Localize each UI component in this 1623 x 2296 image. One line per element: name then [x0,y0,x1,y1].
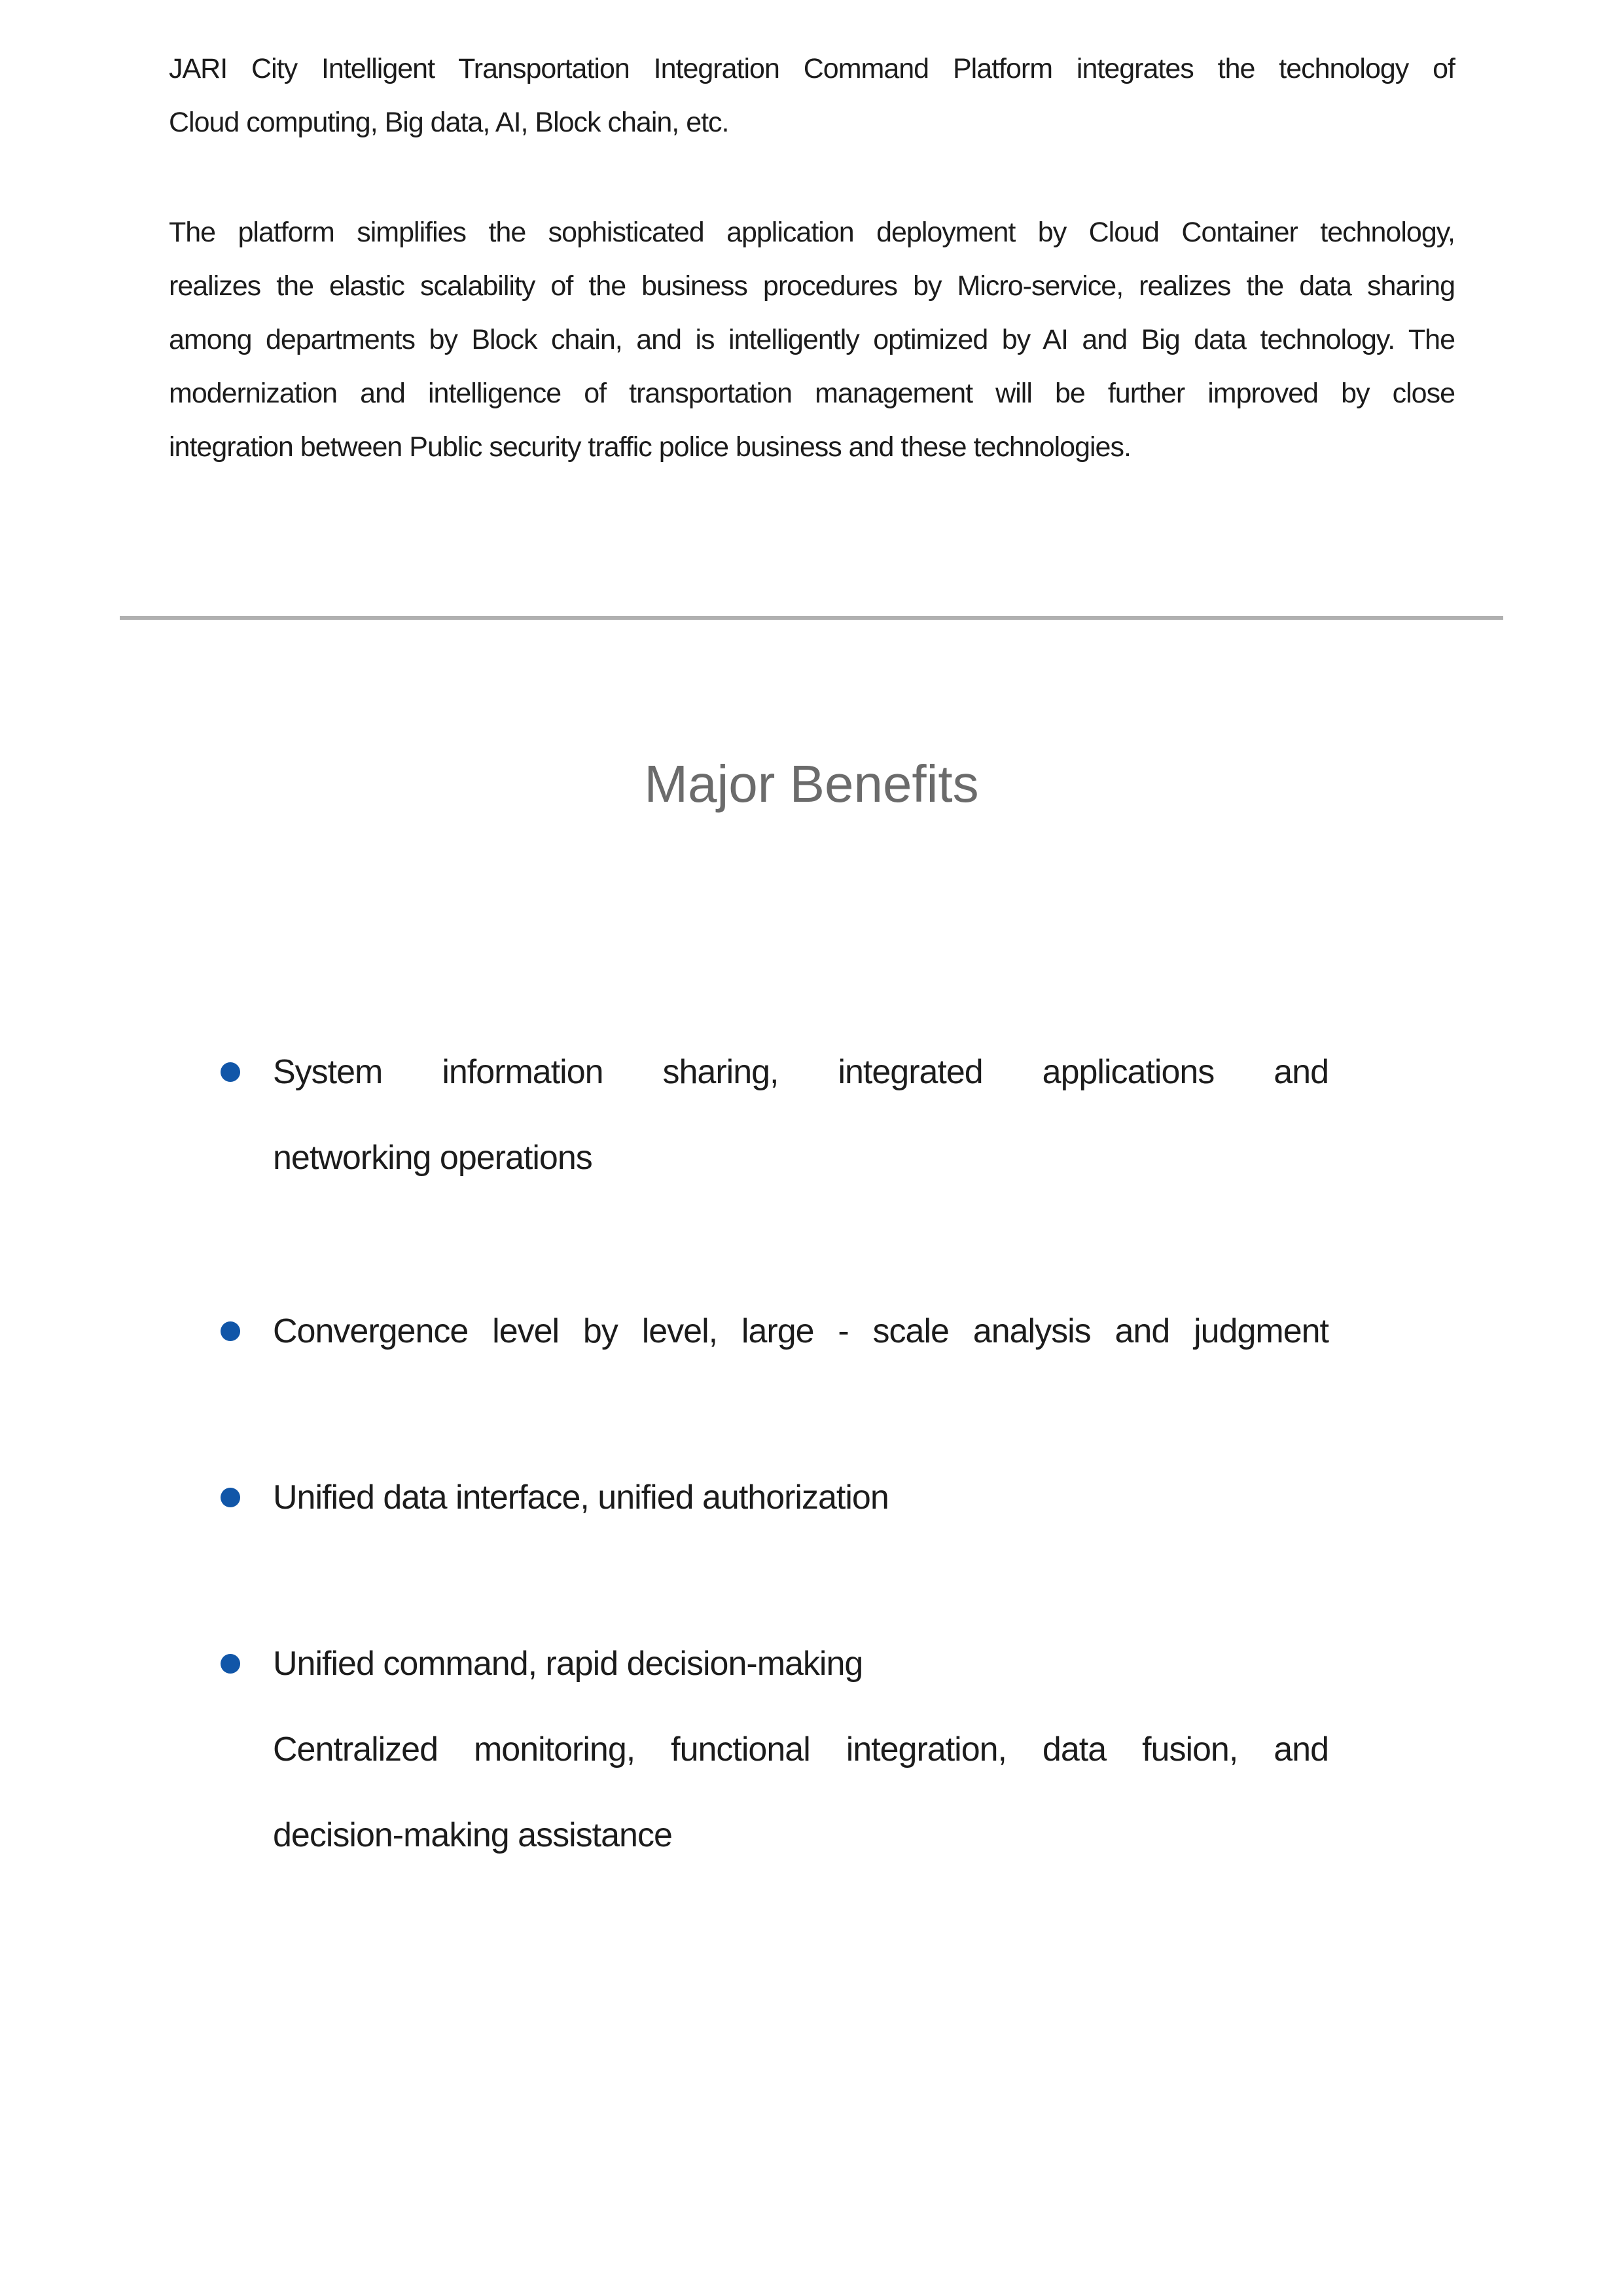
text-line: Unified data interface, unified authorization [273,1479,889,1516]
text-line: networking operations [273,1139,592,1177]
bullet-icon [221,1321,240,1341]
text-line: Unified command, rapid decision-making [273,1645,863,1683]
text-line: JARI City Intelligent Transportation Integration Command Platform integrates the technology of [169,53,1455,84]
bullet-icon [221,1062,240,1082]
bullet-icon [221,1488,240,1507]
benefit-item [273,1289,1329,1374]
text-line: The platform simplifies the sophisticated application deployment by Cloud Container technology, [169,217,1455,248]
text-line: Convergence level by level, large - scale analysis and judgment [273,1312,1329,1350]
text-line: Centralized monitoring, functional integration, data fusion, and [273,1731,1329,1768]
benefit-item [273,1030,1329,1201]
section-title: Major Benefits [644,755,979,813]
text-line: System information sharing, integrated applications and [273,1053,1329,1091]
benefit-item [273,1455,1329,1541]
section-divider [120,616,1503,620]
bullet-icon [221,1654,240,1674]
text-line: decision-making assistance [273,1816,672,1854]
text-line: among departments by Block chain, and is intelligently optimized by AI and Big data technology. The [169,324,1455,355]
text-line: Cloud computing, Big data, AI, Block chain, etc. [169,107,729,138]
intro-paragraph-2 [169,206,1455,474]
text-line: integration between Public security traffic police business and these technologies. [169,431,1131,463]
text-line: modernization and intelligence of transportation management will be further improved by close [169,378,1455,409]
benefit-item [273,1621,1329,1878]
intro-paragraph-1 [169,42,1455,149]
text-line: realizes the elastic scalability of the business procedures by Micro-service, realizes the data sharing [169,270,1455,302]
